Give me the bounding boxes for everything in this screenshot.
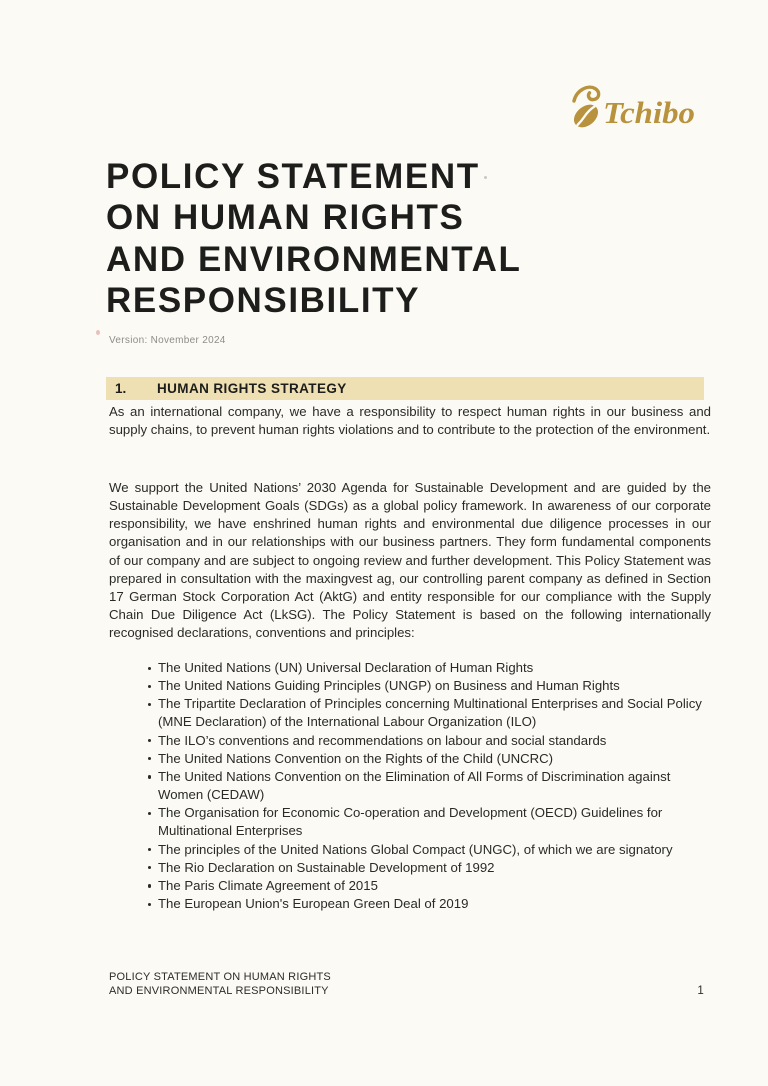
page-footer	[109, 971, 704, 999]
list-item: The United Nations Guiding Principles (UNGP) on Business and Human Rights	[146, 677, 710, 695]
section-heading-bar	[106, 377, 704, 400]
paragraph-framework: We support the United Nations’ 2030 Agenda for Sustainable Development and are guided by the Sustainable Development Goals (SDGs) as a global policy framework. In awareness of our corporate responsibility, we have enshrined human rights and environmental due diligence processes in our organisation and in our relationships with our business partners. They form fundamental components of our company and are subject to ongoing review and further development. This Policy Statement was prepared in consultation with the maxingvest ag, our controlling parent company as defined in Section 17 German Stock Corporation Act (AktG) and entity responsible for our compliance with the Supply Chain Due Diligence Act (LkSG). The Policy Statement is based on the following internationally recognised declarations, conventions and principles:	[109, 480, 711, 641]
list-item: The United Nations Convention on the Rights of the Child (UNCRC)	[146, 750, 710, 768]
list-item: The Tripartite Declaration of Principles concerning Multinational Enterprises and Social Policy (MNE Declaration) of the International Labour Organization (ILO)	[146, 695, 710, 731]
title-line: RESPONSIBILITY	[106, 280, 421, 320]
paragraph-intro: As an international company, we have a responsibility to respect human rights in our business and supply chains, to prevent human rights violations and to contribute to the protection of the environment.	[109, 404, 711, 438]
tchibo-wordmark: Tchibo	[603, 95, 695, 130]
section-title: HUMAN RIGHTS STRATEGY	[157, 381, 347, 396]
page-number: 1	[697, 984, 704, 997]
footer-line: POLICY STATEMENT ON HUMAN RIGHTS	[109, 971, 331, 983]
list-item: The Paris Climate Agreement of 2015	[146, 877, 710, 895]
tchibo-logo-graphic	[570, 82, 698, 132]
list-item: The Rio Declaration on Sustainable Development of 1992	[146, 859, 710, 877]
scan-artifact	[96, 330, 100, 335]
title-line: ON HUMAN RIGHTS	[106, 198, 465, 238]
coffee-bean-icon	[570, 87, 602, 132]
declarations-bullet-list	[146, 659, 710, 913]
version-label: Version: November 2024	[109, 335, 226, 346]
title-line: AND ENVIRONMENTAL	[106, 239, 522, 279]
list-item: The ILO’s conventions and recommendations on labour and social standards	[146, 732, 710, 750]
section-number: 1.	[115, 381, 127, 396]
list-item: The United Nations Convention on the Elimination of All Forms of Discrimination against Women (CEDAW)	[146, 768, 710, 804]
title-line: POLICY STATEMENT	[106, 157, 480, 196]
footer-line: AND ENVIRONMENTAL RESPONSIBILITY	[109, 984, 329, 997]
list-item: The principles of the United Nations Global Compact (UNGC), of which we are signatory	[146, 841, 710, 859]
tchibo-logo	[570, 82, 698, 132]
list-item: The United Nations (UN) Universal Declaration of Human Rights	[146, 659, 710, 677]
list-item: The Organisation for Economic Co-operation and Development (OECD) Guidelines for Multinational Enterprises	[146, 804, 710, 840]
document-title	[106, 156, 521, 321]
footer-document-title	[109, 971, 331, 999]
list-item: The European Union's European Green Deal of 2019	[146, 895, 710, 913]
